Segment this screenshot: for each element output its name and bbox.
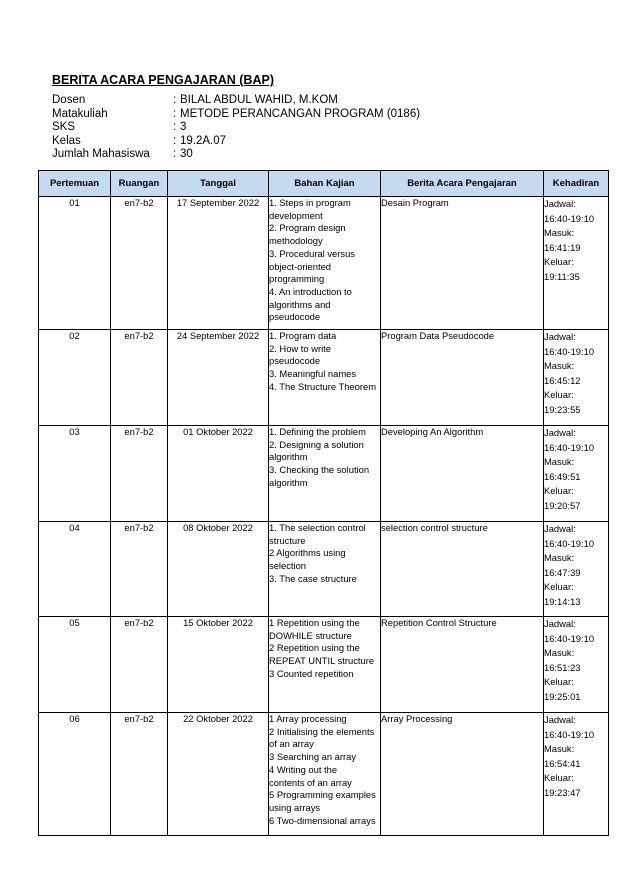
session-summary: Array Processing: [381, 713, 453, 724]
info-row-matakuliah: [52, 108, 420, 122]
info-separator: :: [173, 148, 177, 160]
session-date: 15 Oktober 2022: [183, 617, 253, 628]
session-summary: selection control structure: [381, 522, 488, 533]
column-header-bahan-kajian: Bahan Kajian: [269, 171, 381, 197]
info-value: METODE PERANCANGAN PROGRAM (0186): [180, 107, 421, 120]
check-out-label: Keluar:: [544, 485, 574, 496]
topic-line: 2. Program design: [269, 222, 346, 234]
check-in-time: 16:47:39: [544, 566, 581, 578]
column-header-ruangan: Ruangan: [111, 171, 168, 197]
session-summary: Program Data Pseudocode: [381, 330, 495, 341]
check-in-time: 16:41:19: [544, 241, 581, 253]
column-header-tanggal: Tanggal: [168, 171, 269, 197]
topic-line: 1. Steps in program: [269, 197, 351, 208]
cell-tanggal: [168, 330, 269, 426]
topic-line: 1 Array processing: [269, 713, 347, 724]
course-info: [52, 94, 420, 162]
topic-line: 3. The case structure: [269, 572, 357, 584]
session-summary: Developing An Algorithm: [381, 426, 484, 437]
topic-line: 1 Repetition using the: [269, 617, 360, 628]
room-code: en7-b2: [124, 426, 154, 437]
cell-kehadiran: [544, 426, 609, 522]
topic-line: 2 Repetition using the: [269, 642, 360, 654]
check-out-label: Keluar:: [544, 581, 574, 592]
column-header-pertemuan: Pertemuan: [39, 171, 111, 197]
schedule-label: Jadwal:: [544, 618, 576, 629]
cell-kehadiran: [544, 617, 609, 713]
topic-line: algorithm: [269, 451, 308, 463]
topic-line: methodology: [269, 235, 323, 247]
schedule-time: 16:40-19:10: [544, 632, 595, 644]
schedule-label: Jadwal:: [544, 331, 576, 342]
cell-kehadiran: [544, 197, 609, 330]
topic-line: 2. How to write: [269, 342, 331, 354]
topic-line: development: [269, 209, 323, 221]
info-separator: :: [173, 134, 177, 147]
column-header-kehadiran: Kehadiran: [544, 171, 609, 197]
cell-ruangan: [111, 713, 168, 836]
cell-bahan-kajian: [269, 197, 381, 330]
check-in-label: Masuk:: [544, 360, 575, 371]
cell-bahan-kajian: [269, 713, 381, 836]
check-out-time: 19:25:01: [544, 690, 581, 702]
cell-pertemuan: [39, 522, 111, 617]
topic-line: 2 Algorithms using: [269, 547, 346, 559]
info-separator: :: [173, 94, 177, 106]
info-row-dosen: [52, 94, 420, 108]
check-in-time: 16:51:23: [544, 661, 581, 673]
info-row-jumlah-mahasiswa: [52, 148, 420, 162]
session-date: 22 Oktober 2022: [183, 713, 253, 724]
document-title: BERITA ACARA PENGAJARAN (BAP): [52, 73, 274, 87]
cell-berita-acara: [381, 426, 544, 522]
topic-line: structure: [269, 534, 306, 546]
cell-berita-acara: [381, 330, 544, 426]
cell-berita-acara: [381, 197, 544, 330]
table-row: [39, 522, 609, 617]
session-date: 17 September 2022: [176, 197, 260, 208]
meeting-number: 06: [69, 713, 80, 724]
topic-line: 3 Searching an array: [269, 751, 357, 763]
topic-line: pseudocode: [269, 311, 321, 323]
cell-bahan-kajian: [269, 617, 381, 713]
check-in-time: 16:54:41: [544, 757, 581, 769]
topic-line: 2. Designing a solution: [269, 438, 364, 450]
topic-line: 1. Defining the problem: [269, 426, 366, 437]
table-row: [39, 713, 609, 836]
info-value: 3: [180, 121, 187, 133]
check-in-label: Masuk:: [544, 552, 575, 563]
cell-bahan-kajian: [269, 330, 381, 426]
table-row: [39, 197, 609, 330]
schedule-time: 16:40-19:10: [544, 345, 595, 357]
check-out-time: 19:14:13: [544, 595, 581, 607]
cell-pertemuan: [39, 330, 111, 426]
info-separator: :: [173, 107, 177, 120]
topic-line: 2 Initialising the elements: [269, 725, 375, 737]
cell-ruangan: [111, 426, 168, 522]
topic-line: 4. The Structure Theorem: [269, 380, 376, 392]
check-in-label: Masuk:: [544, 647, 575, 658]
topic-line: 3. Checking the solution: [269, 464, 370, 476]
table-row: [39, 330, 609, 426]
topic-line: 3. Procedural versus: [269, 247, 355, 259]
cell-ruangan: [111, 522, 168, 617]
check-out-time: 19:23:47: [544, 786, 581, 798]
check-out-time: 19:23:55: [544, 403, 581, 415]
table-header-row: [39, 171, 609, 197]
info-row-sks: [52, 121, 420, 135]
topic-line: 4. An introduction to: [269, 285, 352, 297]
info-label: Dosen: [52, 94, 86, 106]
info-label: Kelas: [52, 134, 81, 147]
schedule-label: Jadwal:: [544, 427, 576, 438]
check-out-label: Keluar:: [544, 772, 574, 783]
room-code: en7-b2: [124, 522, 154, 533]
cell-ruangan: [111, 197, 168, 330]
check-out-time: 19:11:35: [544, 270, 580, 282]
session-summary: Desain Program: [381, 197, 449, 208]
schedule-label: Jadwal:: [544, 198, 576, 209]
session-summary: Repetition Control Structure: [381, 617, 497, 628]
meeting-number: 05: [69, 617, 80, 628]
check-in-time: 16:49:51: [544, 470, 581, 482]
cell-berita-acara: [381, 617, 544, 713]
check-out-time: 19:20:57: [544, 499, 581, 511]
cell-bahan-kajian: [269, 522, 381, 617]
topic-line: of an array: [269, 738, 314, 750]
cell-kehadiran: [544, 330, 609, 426]
cell-tanggal: [168, 617, 269, 713]
schedule-time: 16:40-19:10: [544, 537, 595, 549]
topic-line: 4 Writing out the: [269, 763, 338, 775]
cell-kehadiran: [544, 522, 609, 617]
cell-pertemuan: [39, 426, 111, 522]
room-code: en7-b2: [124, 617, 154, 628]
info-value: 19.2A.07: [180, 134, 227, 147]
session-date: 24 September 2022: [176, 330, 260, 341]
cell-berita-acara: [381, 713, 544, 836]
column-header-berita-acara: Berita Acara Pengajaran: [381, 171, 544, 197]
table-header: [39, 171, 609, 197]
cell-pertemuan: [39, 713, 111, 836]
info-row-kelas: [52, 135, 420, 149]
cell-tanggal: [168, 197, 269, 330]
topic-line: REPEAT UNTIL structure: [269, 655, 375, 667]
topic-line: programming: [269, 273, 325, 285]
table-body: [39, 197, 609, 836]
meeting-number: 03: [69, 426, 80, 437]
topic-line: 3 Counted repetition: [269, 667, 354, 679]
check-in-label: Masuk:: [544, 227, 575, 238]
check-out-label: Keluar:: [544, 389, 574, 400]
check-out-label: Keluar:: [544, 676, 574, 687]
bap-table: [38, 170, 609, 836]
table-row: [39, 617, 609, 713]
schedule-time: 16:40-19:10: [544, 728, 595, 740]
schedule-label: Jadwal:: [544, 523, 576, 534]
check-in-label: Masuk:: [544, 743, 575, 754]
meeting-number: 02: [69, 330, 80, 341]
topic-line: contents of an array: [269, 776, 352, 788]
cell-tanggal: [168, 426, 269, 522]
check-in-time: 16:45:12: [544, 374, 581, 386]
schedule-time: 16:40-19:10: [544, 212, 595, 224]
topic-line: object-oriented: [269, 260, 332, 272]
topic-line: 3. Meaningful names: [269, 368, 357, 380]
check-out-label: Keluar:: [544, 256, 574, 267]
topic-line: using arrays: [269, 801, 321, 813]
topic-line: algorithm: [269, 476, 308, 488]
cell-kehadiran: [544, 713, 609, 836]
table-row: [39, 426, 609, 522]
info-label: SKS: [52, 121, 76, 133]
topic-line: algorithms and: [269, 298, 331, 310]
topic-line: 6 Two-dimensional arrays: [269, 814, 376, 826]
session-date: 01 Oktober 2022: [183, 426, 253, 437]
cell-bahan-kajian: [269, 426, 381, 522]
schedule-time: 16:40-19:10: [544, 441, 595, 453]
cell-pertemuan: [39, 197, 111, 330]
schedule-label: Jadwal:: [544, 714, 576, 725]
topic-line: pseudocode: [269, 355, 321, 367]
topic-line: 5 Programming examples: [269, 789, 376, 801]
info-label: Jumlah Mahasiswa: [52, 148, 150, 160]
room-code: en7-b2: [124, 713, 154, 724]
cell-ruangan: [111, 617, 168, 713]
session-date: 08 Oktober 2022: [183, 522, 253, 533]
cell-berita-acara: [381, 522, 544, 617]
cell-tanggal: [168, 522, 269, 617]
info-value: 30: [180, 148, 193, 160]
cell-ruangan: [111, 330, 168, 426]
topic-line: DOWHILE structure: [269, 629, 352, 641]
room-code: en7-b2: [124, 197, 154, 208]
cell-pertemuan: [39, 617, 111, 713]
topic-line: selection: [269, 560, 307, 572]
info-label: Matakuliah: [52, 107, 108, 120]
room-code: en7-b2: [124, 330, 154, 341]
check-in-label: Masuk:: [544, 456, 575, 467]
topic-line: 1. Program data: [269, 330, 337, 341]
cell-tanggal: [168, 713, 269, 836]
topic-line: 1. The selection control: [269, 522, 366, 533]
meeting-number: 04: [69, 522, 80, 533]
info-separator: :: [173, 121, 177, 133]
info-value: BILAL ABDUL WAHID, M.KOM: [180, 94, 338, 106]
meeting-number: 01: [69, 197, 80, 208]
